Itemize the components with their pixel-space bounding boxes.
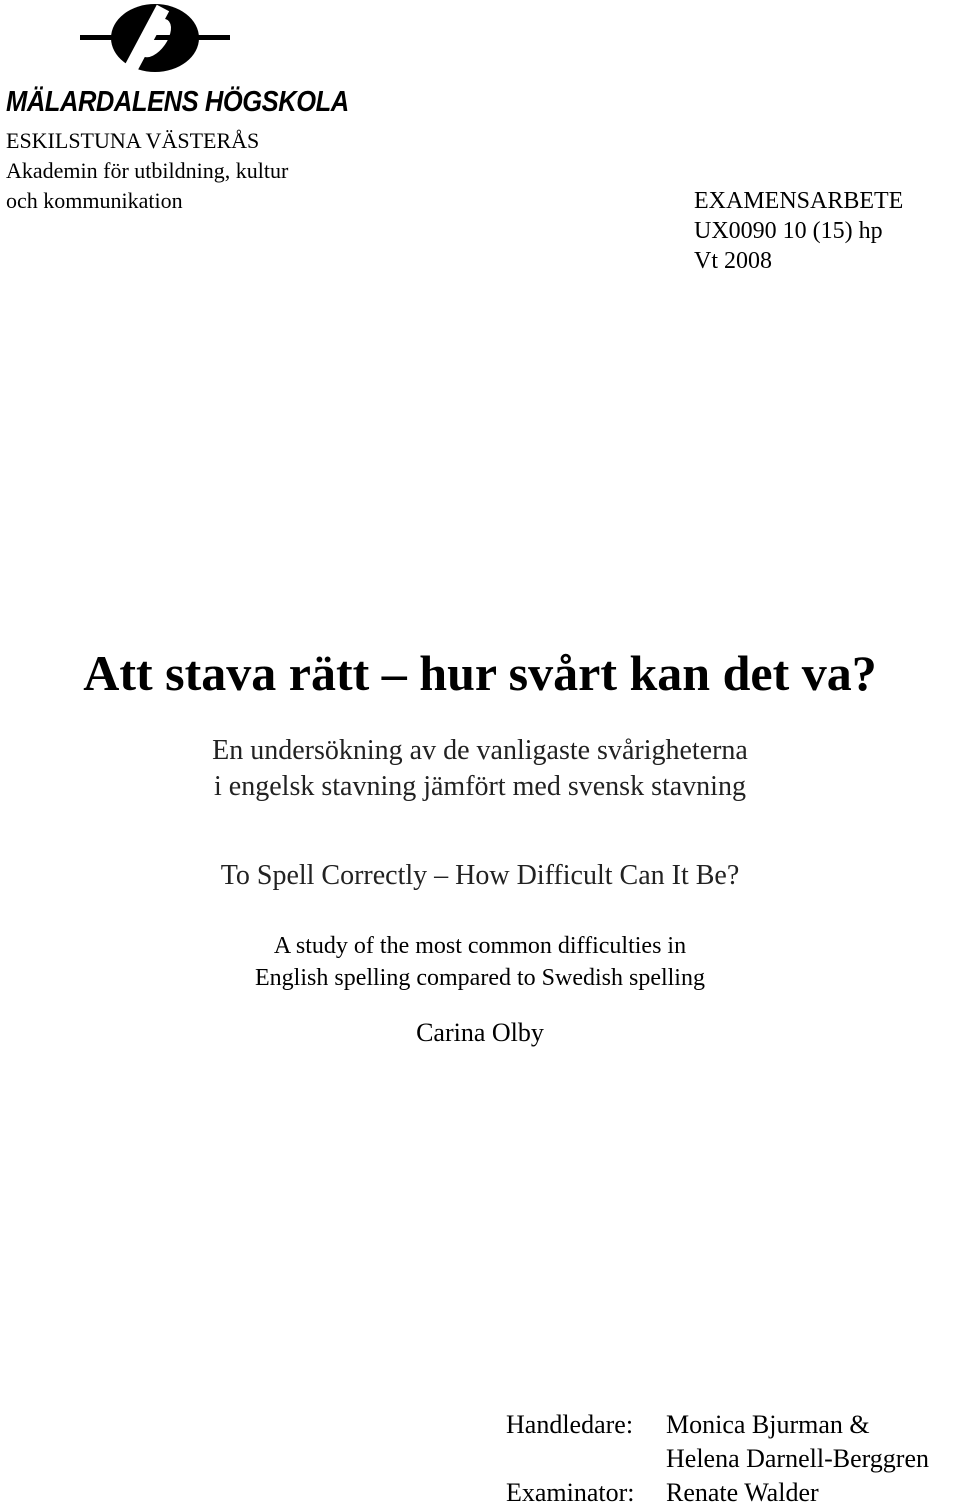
- university-logo-mark-icon: [80, 2, 230, 74]
- department-line-1: Akademin för utbildning, kultur: [6, 158, 289, 183]
- term: Vt 2008: [694, 248, 772, 274]
- campus-cities: ESKILSTUNA VÄSTERÅS: [6, 128, 260, 153]
- course-code: UX0090 10 (15) hp: [694, 218, 883, 244]
- supervisor-row: [506, 1408, 929, 1442]
- supervisor-name-1: Monica Bjurman &: [666, 1410, 870, 1439]
- credits-block: [506, 1408, 929, 1510]
- thesis-title-english: To Spell Correctly – How Difficult Can It Be?: [220, 860, 740, 891]
- subtitle-en-line-2: English spelling compared to Swedish spelling: [255, 965, 705, 991]
- supervisor-row-2: [506, 1442, 929, 1476]
- subtitle-en-line-1: A study of the most common difficulties in: [273, 933, 687, 959]
- author-name: Carina Olby: [416, 1018, 544, 1047]
- examiner-label: Examinator:: [506, 1478, 635, 1507]
- subtitle-sv-line-1: En undersökning av de vanligaste svårigheterna: [212, 735, 748, 766]
- subtitle-sv-line-2: i engelsk stavning jämfört med svensk stavning: [214, 771, 746, 802]
- institution-block: [6, 126, 288, 216]
- university-wordmark: MÄLARDALENS HÖGSKOLA: [6, 86, 349, 118]
- exam-info-block: [694, 186, 903, 276]
- thesis-subtitle-english: [0, 930, 960, 994]
- supervisor-name-2: Helena Darnell-Berggren: [666, 1444, 930, 1473]
- examiner-name: Renate Walder: [666, 1478, 819, 1507]
- examiner-row: [506, 1476, 929, 1510]
- department-line-2: och kommunikation: [6, 188, 183, 213]
- supervisor-label-spacer: [506, 1442, 666, 1476]
- thesis-subtitle-swedish: [0, 733, 960, 805]
- thesis-title-swedish: Att stava rätt – hur svårt kan det va?: [83, 645, 877, 701]
- supervisor-label: Handledare:: [506, 1410, 634, 1439]
- exam-type: EXAMENSARBETE: [694, 188, 904, 214]
